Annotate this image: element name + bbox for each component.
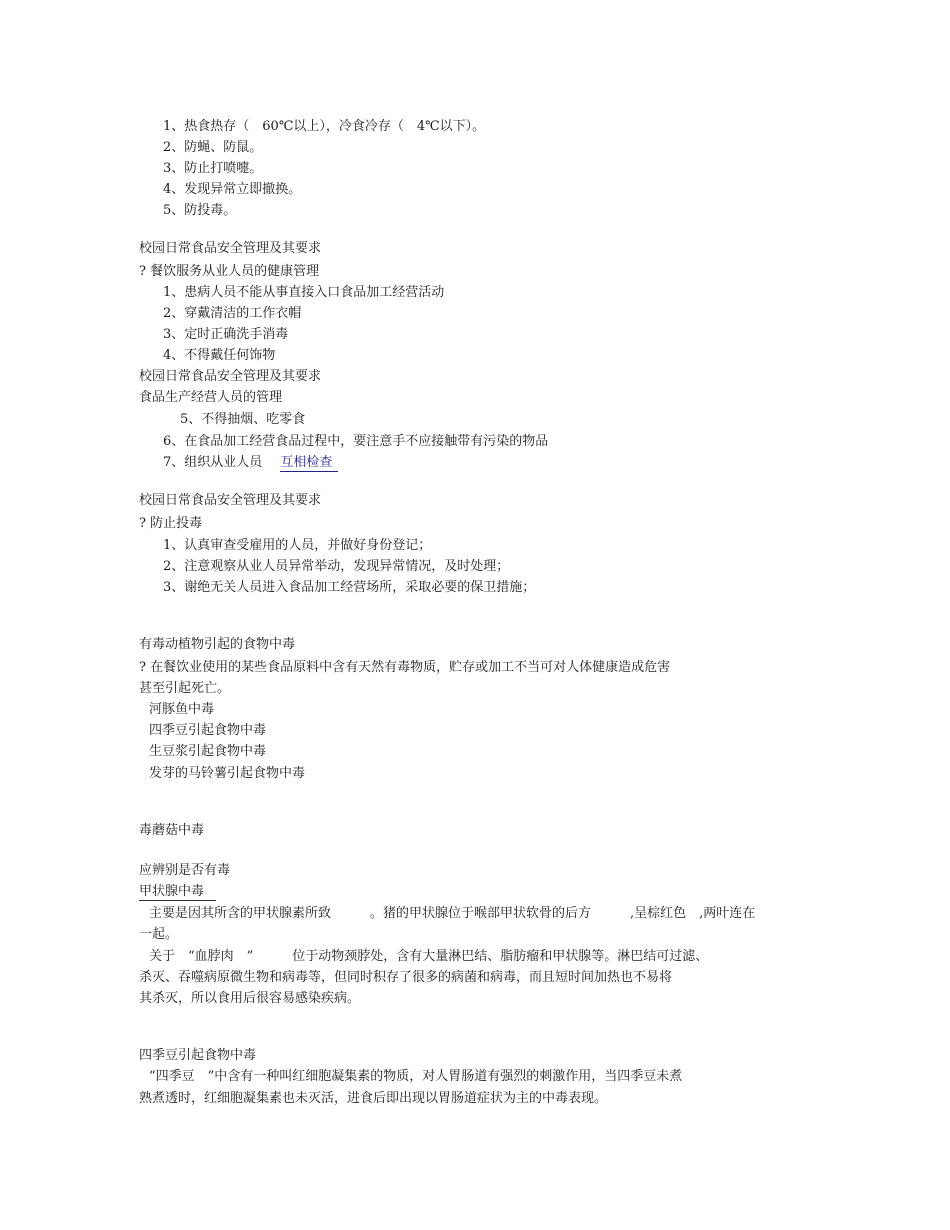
staff-heading: 校园日常食品安全管理及其要求 bbox=[139, 369, 322, 384]
thyroid-p2-line-1: 关于 “血脖肉 ” 位于动物颈脖处，含有大量淋巴结、脂肪瘤和甲状腺等。淋巴结可过滤、 bbox=[149, 949, 709, 964]
toxic-heading: 有毒动植物引起的食物中毒 bbox=[139, 637, 296, 652]
staff-item-6: 6、在食品加工经营食品过程中，要注意手不应接触带有污染的物品 bbox=[163, 434, 549, 449]
mushroom-note: 应辨别是否有毒 bbox=[139, 863, 231, 878]
thyroid-p2-line-3: 其杀灭，所以食用后很容易感染疾病。 bbox=[139, 991, 361, 1006]
health-item-2: 2、穿戴清洁的工作衣帽 bbox=[163, 306, 302, 321]
poison-heading: 校园日常食品安全管理及其要求 bbox=[139, 493, 322, 508]
health-subheading: ? 餐饮服务从业人员的健康管理 bbox=[139, 264, 320, 279]
storage-item-4: 4、发现异常立即撤换。 bbox=[163, 182, 302, 197]
poison-subheading: ? 防止投毒 bbox=[139, 516, 203, 531]
beans-heading: 四季豆引起食物中毒 bbox=[139, 1048, 257, 1063]
toxic-item-1: 河豚鱼中毒 bbox=[149, 702, 215, 717]
staff-item-5: 5、不得抽烟、吃零食 bbox=[180, 412, 306, 427]
toxic-intro-line-2: 甚至引起死亡。 bbox=[139, 681, 231, 696]
poison-item-2: 2、注意观察从业人员异常举动，发现异常情况，及时处理； bbox=[163, 559, 510, 574]
poison-item-3: 3、谢绝无关人员进入食品加工经营场所，采取必要的保卫措施； bbox=[163, 580, 536, 595]
staff-subheading: 食品生产经营人员的管理 bbox=[139, 390, 283, 405]
mutual-check-link[interactable]: 互相检查 bbox=[280, 455, 338, 472]
storage-item-3: 3、防止打喷嚏。 bbox=[163, 161, 263, 176]
thyroid-p2-line-2: 杀灭、吞噬病原微生物和病毒等，但同时积存了很多的病菌和病毒，而且短时间加热也不易将 bbox=[139, 970, 673, 985]
thyroid-heading bbox=[139, 883, 216, 901]
health-item-4: 4、不得戴任何饰物 bbox=[163, 348, 276, 363]
toxic-item-2: 四季豆引起食物中毒 bbox=[149, 723, 267, 738]
toxic-item-3: 生豆浆引起食物中毒 bbox=[149, 744, 267, 759]
thyroid-p1-line-1: 主要是因其所含的甲状腺素所致 。猪的甲状腺位于喉部甲状软骨的后方 ,呈棕红色 ,两叶连在 bbox=[149, 906, 756, 921]
thyroid-p1-line-2: 一起。 bbox=[139, 927, 179, 942]
storage-item-2: 2、防蝇、防鼠。 bbox=[163, 140, 263, 155]
beans-p1-line-2: 熟煮透时，红细胞凝集素也未灭活，进食后即出现以胃肠道症状为主的中毒表现。 bbox=[139, 1091, 608, 1106]
beans-p1-line-1: “四季豆 ”中含有一种叫红细胞凝集素的物质，对人胃肠道有强烈的刺激作用，当四季豆未煮 bbox=[149, 1069, 683, 1084]
health-heading: 校园日常食品安全管理及其要求 bbox=[139, 241, 322, 256]
poison-item-1: 1、认真审查受雇用的人员，并做好身份登记； bbox=[163, 538, 432, 553]
staff-item-7-prefix: 7、组织从业人员 bbox=[163, 455, 263, 470]
storage-item-1: 1、热食热存（ 60℃以上），冷食冷存（ 4℃以下）。 bbox=[163, 119, 486, 134]
health-item-1: 1、患病人员不能从事直接入口食品加工经营活动 bbox=[163, 285, 445, 300]
mushroom-heading: 毒蘑菇中毒 bbox=[139, 823, 205, 838]
thyroid-heading-text: 甲状腺中毒 bbox=[139, 884, 216, 901]
health-item-3: 3、定时正确洗手消毒 bbox=[163, 327, 289, 342]
storage-item-5: 5、防投毒。 bbox=[163, 203, 237, 218]
staff-item-7 bbox=[163, 454, 338, 472]
toxic-intro-line-1: ? 在餐饮业使用的某些食品原料中含有天然有毒物质，贮存或加工不当可对人体健康造成危害 bbox=[139, 660, 671, 675]
toxic-item-4: 发芽的马铃薯引起食物中毒 bbox=[149, 766, 306, 781]
